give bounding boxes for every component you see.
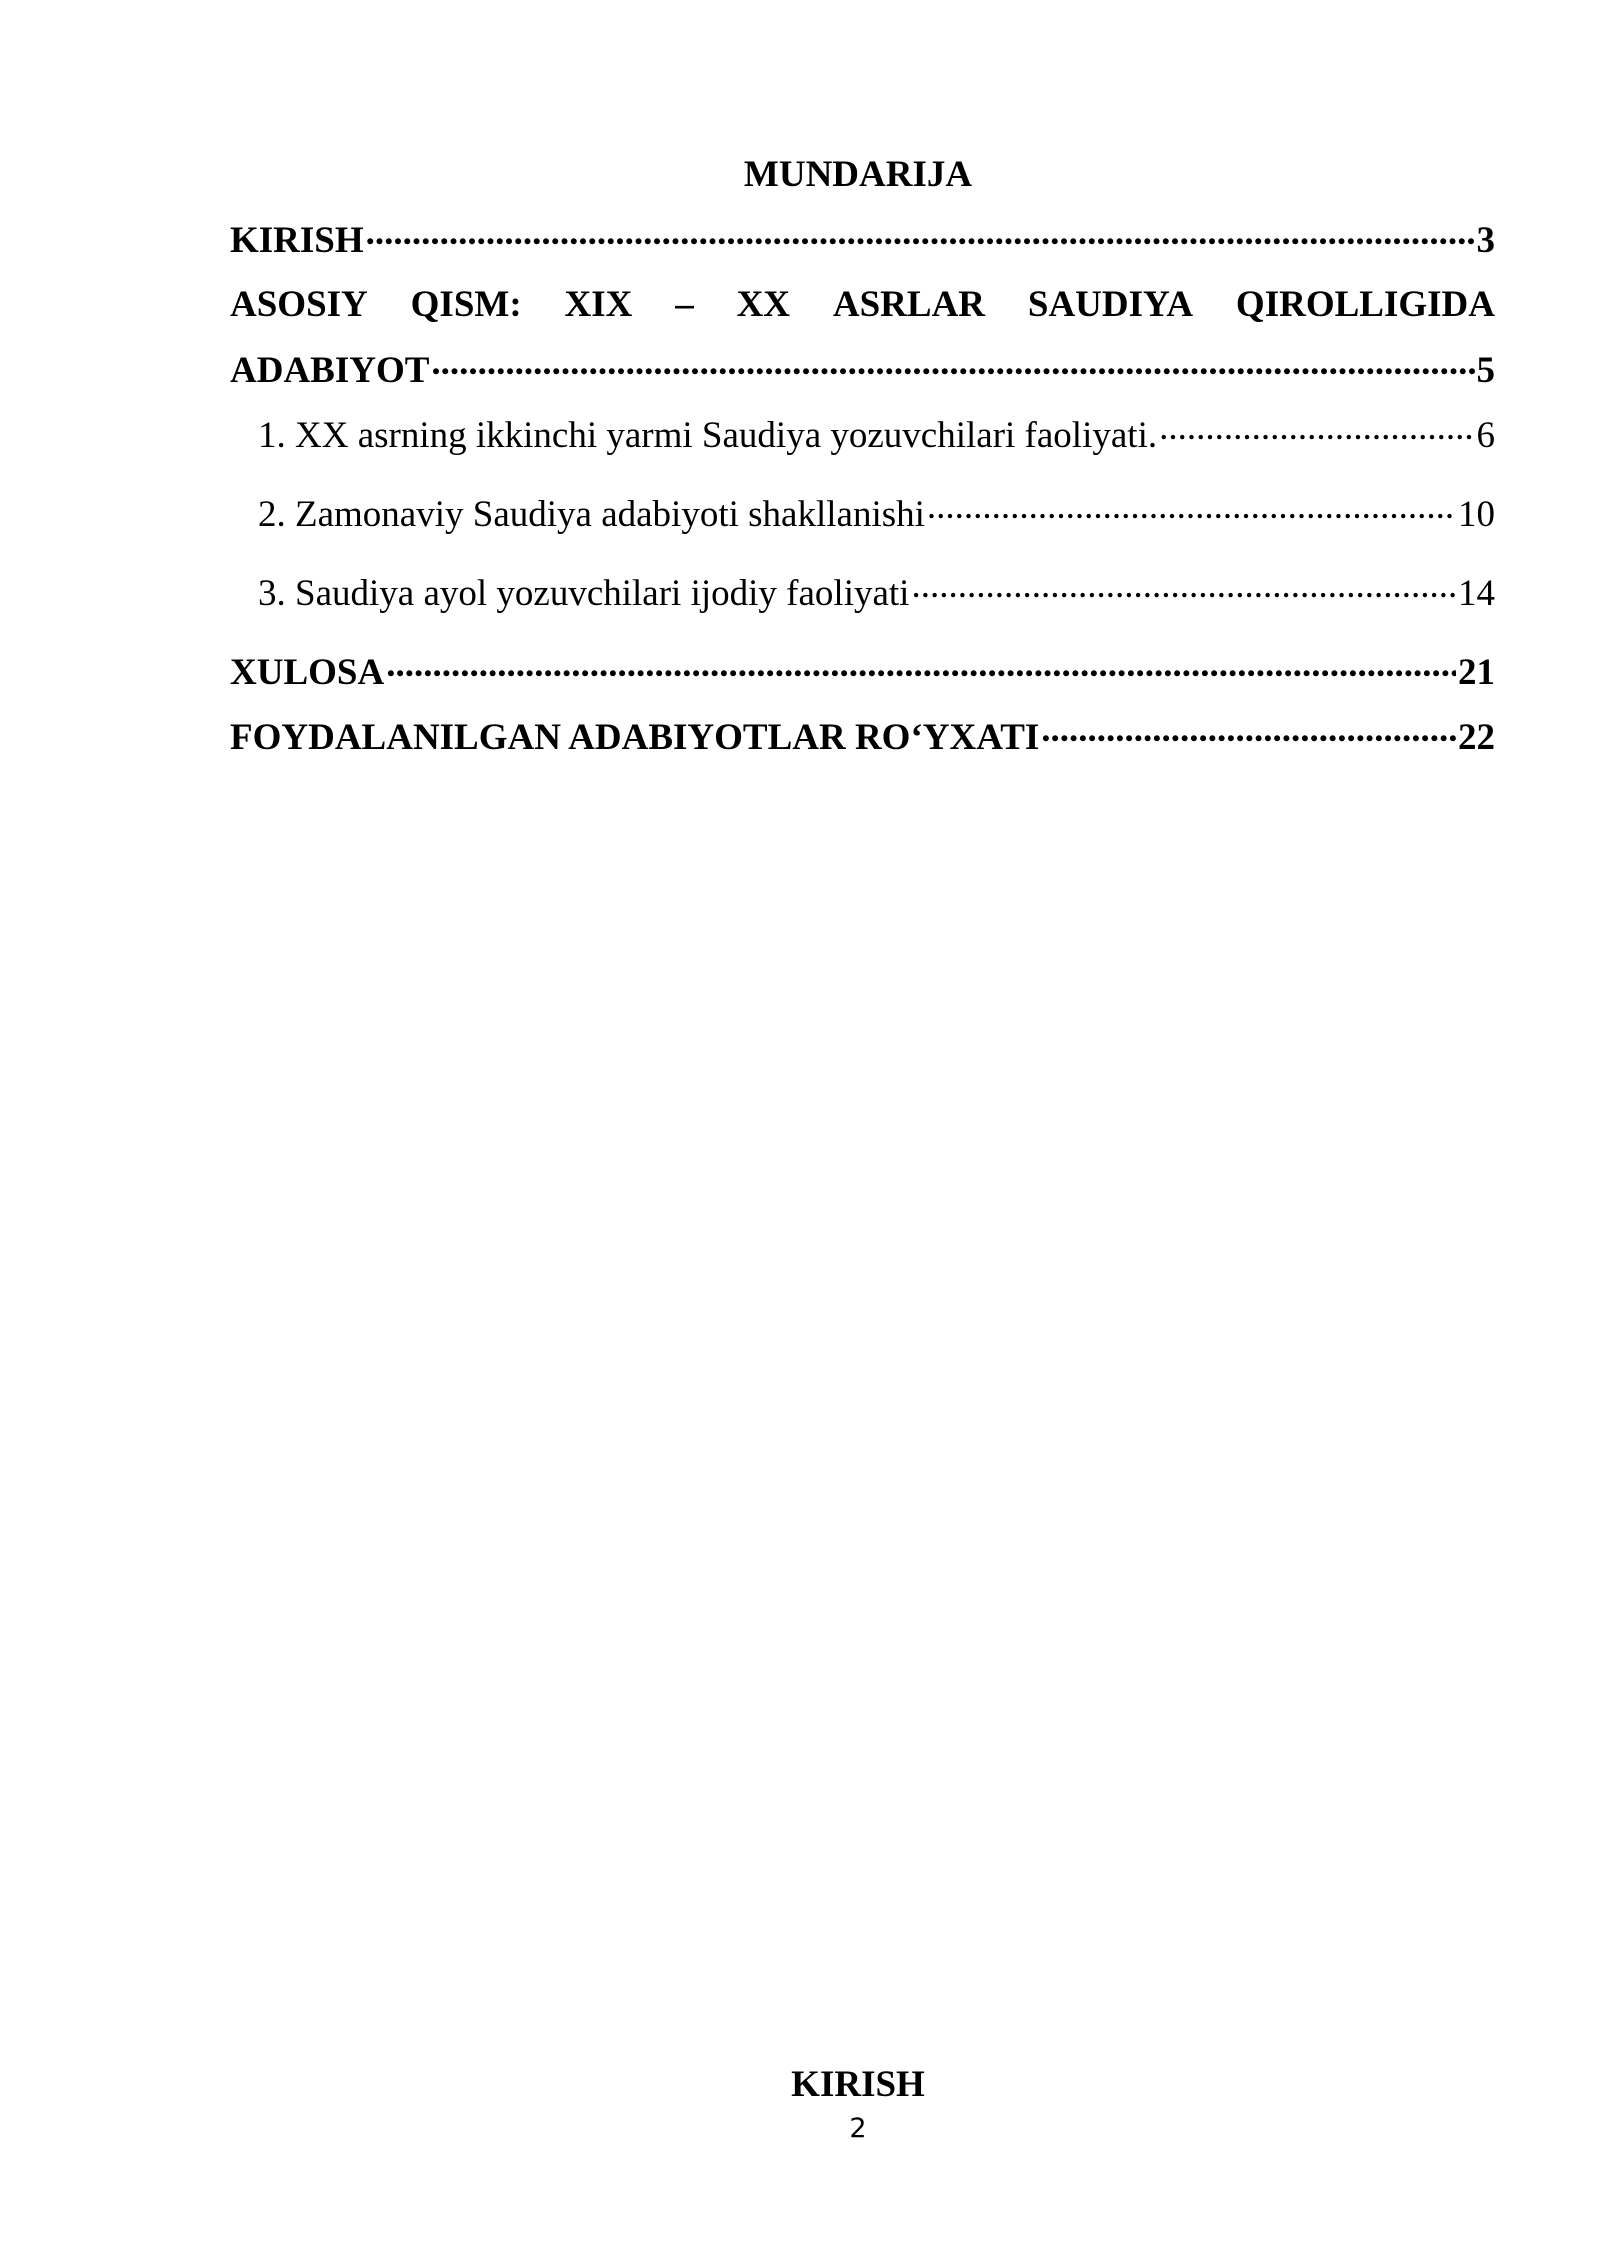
page-number: 2: [849, 2113, 867, 2144]
toc-entry-text: ADABIYOT: [230, 350, 430, 391]
toc-entry-text: KIRISH: [230, 220, 364, 261]
toc-entry-page: 6: [1476, 415, 1495, 456]
toc-entry-text: XULOSA: [230, 652, 385, 693]
toc-entry-sub3[interactable]: [230, 568, 1495, 647]
toc-entry-asosiy-line2[interactable]: [230, 345, 1495, 410]
toc-leader-dots: [1041, 712, 1456, 749]
toc-entry-page: 3: [1476, 220, 1495, 261]
toc-word: –: [675, 284, 694, 325]
toc-entry-sub1[interactable]: [230, 410, 1495, 489]
toc-leader-dots: [386, 647, 1456, 684]
toc-leader-dots: [1159, 410, 1474, 447]
toc-entry-text: 1. XX asrning ikkinchi yarmi Saudiya yozuvchilari faoliyati.: [258, 415, 1158, 456]
toc-leader-dots: [431, 345, 1474, 382]
toc-entry-text: 3. Saudiya ayol yozuvchilari ijodiy faoliyati: [258, 573, 910, 614]
toc-entry-page: 14: [1458, 573, 1495, 614]
toc-entry-foydalanilgan[interactable]: [230, 712, 1495, 777]
toc-entry-page: 5: [1476, 350, 1495, 391]
toc-entry-kirish[interactable]: [230, 215, 1495, 280]
toc-entry-asosiy-line1[interactable]: [230, 280, 1495, 345]
toc-leader-dots: [366, 215, 1475, 252]
toc-entry-text: 2. Zamonaviy Saudiya adabiyoti shakllanishi: [258, 494, 925, 535]
table-of-contents: [230, 215, 1495, 777]
toc-word: QIROLLIGIDA: [1235, 284, 1495, 325]
toc-entry-text: FOYDALANILGAN ADABIYOTLAR RO‘YXATI: [230, 717, 1040, 758]
toc-word: SAUDIYA: [1027, 284, 1194, 325]
toc-word: XIX: [564, 284, 633, 325]
toc-entry-page: 22: [1458, 717, 1495, 758]
toc-word: XX: [736, 284, 791, 325]
toc-leader-dots: [911, 568, 1456, 605]
toc-entry-page: 10: [1458, 494, 1495, 535]
next-section-heading: KIRISH: [791, 2064, 925, 2105]
toc-word: QISM:: [410, 284, 522, 325]
toc-word: ASOSIY: [230, 284, 368, 325]
toc-entry-xulosa[interactable]: [230, 647, 1495, 712]
toc-entry-sub2[interactable]: [230, 489, 1495, 568]
toc-entry-page: 21: [1458, 652, 1495, 693]
toc-leader-dots: [927, 489, 1456, 526]
toc-title: MUNDARIJA: [743, 154, 973, 195]
toc-word: ASRLAR: [832, 284, 986, 325]
